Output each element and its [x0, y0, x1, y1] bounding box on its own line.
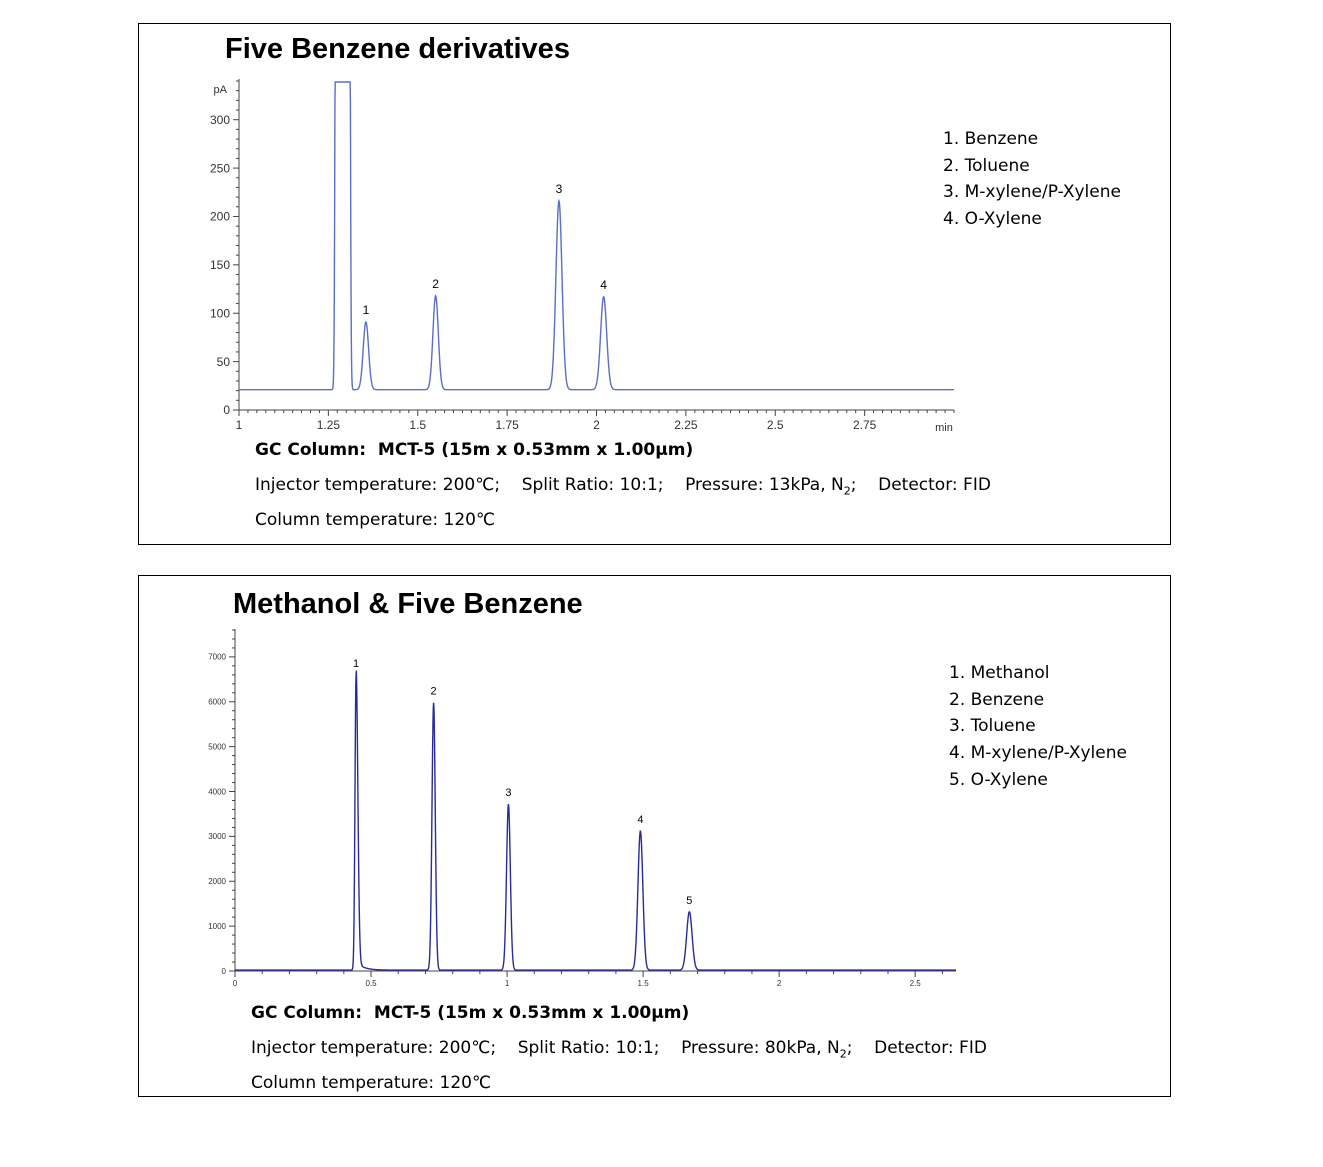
column-temp-value: 120℃ [443, 510, 496, 530]
detector-value: FID [959, 1038, 987, 1058]
column-temp-label: Column temperature: [255, 510, 439, 530]
x-tick-label: 1.75 [495, 418, 519, 432]
detector-label: Detector: [878, 475, 958, 495]
column-temp-label: Column temperature: [251, 1073, 435, 1093]
y-axis-unit: pA [213, 84, 227, 96]
x-tick-label: 2.25 [674, 418, 698, 432]
split-value: 10:1; [615, 1038, 660, 1058]
injector-label: Injector temperature: [251, 1038, 434, 1058]
x-tick-label: 2.5 [766, 418, 784, 432]
legend-item: 4. O-Xylene [943, 209, 1042, 230]
chromatogram-panel-2 [138, 575, 1171, 1097]
x-tick-label: 0.5 [365, 979, 377, 988]
x-tick-label: 1 [504, 979, 510, 988]
panel-title: Methanol & Five Benzene [233, 588, 583, 620]
column-temp-value: 120℃ [439, 1073, 492, 1093]
peak-label: 3 [555, 181, 563, 196]
x-tick-label: 1.5 [409, 418, 427, 432]
chromatogram-trace [239, 82, 954, 390]
chromatogram-trace [235, 671, 956, 971]
y-tick-label: 7000 [208, 652, 226, 662]
split-label: Split Ratio: [517, 1038, 611, 1058]
peak-label: 2 [432, 276, 439, 291]
pressure-value: 13kPa, [768, 475, 826, 495]
injector-line [251, 1031, 987, 1066]
legend-item: 3. Toluene [949, 716, 1036, 737]
x-axis-unit: min [935, 422, 953, 434]
gc-column-value: MCT-5 (15m x 0.53mm x 1.00μm) [377, 440, 694, 460]
pressure-label: Pressure: [685, 475, 764, 495]
injector-label: Injector temperature: [255, 475, 438, 495]
split-value: 10:1; [619, 475, 664, 495]
x-tick-label: 2 [776, 979, 782, 988]
injector-value: 200℃; [438, 1038, 497, 1058]
x-tick-label: 1.25 [316, 418, 341, 432]
y-tick-label: 150 [209, 258, 230, 273]
peak-label: 4 [637, 814, 644, 826]
x-tick-label: 1 [235, 418, 243, 432]
panel-title: Five Benzene derivatives [225, 33, 570, 65]
injector-line [255, 468, 991, 503]
gc-conditions [255, 433, 991, 538]
peak-label: 1 [362, 302, 370, 317]
carrier-gas: N [831, 475, 844, 495]
legend-item: 4. M-xylene/P-Xylene [949, 743, 1127, 764]
carrier-gas: N [827, 1038, 840, 1058]
column-temp-line [251, 1066, 987, 1101]
detector-value: FID [963, 475, 991, 495]
gc-column-label: GC Column: [251, 1003, 363, 1023]
gc-conditions [251, 996, 987, 1101]
legend-item: 1. Benzene [943, 129, 1039, 149]
legend-item: 2. Toluene [943, 155, 1030, 176]
peak-label: 2 [430, 685, 437, 698]
x-tick-label: 1.5 [637, 979, 649, 988]
carrier-separator: ; [846, 1038, 853, 1058]
y-tick-label: 100 [209, 306, 230, 321]
column-temp-line [255, 503, 991, 538]
y-tick-label: 0 [221, 966, 226, 976]
pressure-label: Pressure: [681, 1038, 760, 1058]
legend-item: 5. O-Xylene [949, 769, 1048, 790]
y-tick-label: 3000 [208, 832, 226, 842]
chromatogram-panel-1 [138, 23, 1171, 545]
gc-column-line [255, 433, 991, 468]
carrier-separator: ; [850, 475, 857, 495]
carrier-gas-subscript: 2 [839, 1047, 847, 1061]
y-tick-label: 50 [216, 354, 230, 369]
y-tick-label: 250 [209, 161, 230, 176]
carrier-gas-subscript: 2 [843, 484, 851, 498]
x-tick-label: 2.75 [852, 418, 877, 432]
gc-column-label: GC Column: [255, 440, 367, 460]
peak-legend [943, 126, 1121, 233]
y-tick-label: 2000 [208, 877, 226, 887]
legend-item: 1. Methanol [949, 663, 1050, 683]
y-tick-label: 5000 [208, 742, 226, 752]
split-label: Split Ratio: [521, 475, 615, 495]
peak-label: 3 [505, 787, 512, 800]
x-tick-label: 2.5 [909, 979, 921, 988]
y-tick-label: 6000 [208, 697, 226, 707]
y-tick-label: 4000 [208, 787, 226, 797]
gc-column-line [251, 996, 987, 1031]
y-tick-label: 1000 [208, 921, 226, 931]
injector-value: 200℃; [442, 475, 501, 495]
gc-column-value: MCT-5 (15m x 0.53mm x 1.00μm) [373, 1003, 690, 1023]
y-tick-label: 0 [223, 403, 230, 418]
legend-item: 3. M-xylene/P-Xylene [943, 182, 1121, 203]
y-tick-label: 300 [209, 112, 230, 127]
legend-item: 2. Benzene [949, 689, 1045, 710]
peak-label: 4 [600, 277, 607, 292]
detector-label: Detector: [874, 1038, 954, 1058]
peak-label: 5 [686, 894, 693, 907]
chromatogram-chart [139, 24, 1172, 444]
peak-legend [949, 660, 1127, 794]
pressure-value: 80kPa, [764, 1038, 822, 1058]
x-tick-label: 2 [593, 418, 600, 432]
y-tick-label: 200 [209, 209, 230, 224]
peak-label: 1 [353, 657, 360, 670]
x-tick-label: 0 [232, 979, 238, 988]
